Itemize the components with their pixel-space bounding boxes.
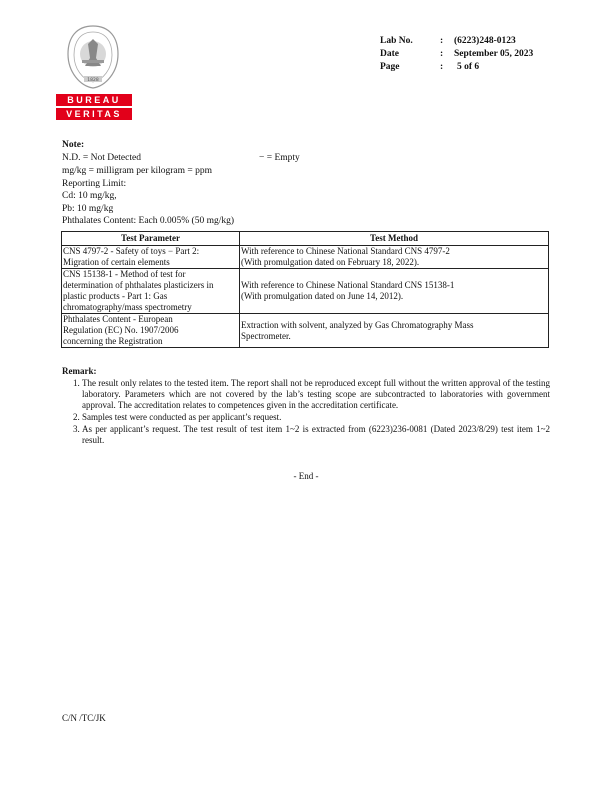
nd-row xyxy=(62,152,362,165)
cd-limit: Cd: 10 mg/kg, xyxy=(62,191,117,201)
bureau-veritas-seal-icon xyxy=(64,24,122,90)
cell-line: Migration of certain elements xyxy=(63,257,170,267)
header-test-parameter: Test Parameter xyxy=(62,232,240,246)
page-row xyxy=(380,61,533,74)
reporting-limit-label: Reporting Limit: xyxy=(62,178,127,189)
cell-line: With reference to Chinese National Standard CNS 4797-2 xyxy=(241,246,450,256)
remark-item: 3. As per applicant’s request. The test result of test item 1~2 is extracted from (6223)236-0081 (Dated 2023/8/29) test item 1~2 result. xyxy=(82,424,550,446)
cell-line: (With promulgation dated on February 18, 2022). xyxy=(241,257,420,267)
nd-definition: N.D. = Not Detected xyxy=(62,152,141,163)
colon: : xyxy=(440,49,444,59)
header-test-method: Test Method xyxy=(240,232,549,246)
remark-list xyxy=(62,378,550,446)
lab-no-value: (6223)248-0123 xyxy=(454,36,516,46)
brand-wordmark xyxy=(56,94,132,120)
page-value: 5 of 6 xyxy=(457,62,480,72)
svg-text:1828: 1828 xyxy=(87,78,99,83)
test-parameter-cell xyxy=(62,246,240,269)
mgkg-definition: mg/kg = milligram per kilogram = ppm xyxy=(62,166,213,176)
end-marker: - End - xyxy=(293,471,319,481)
date-value: September 05, 2023 xyxy=(454,49,534,59)
table-row xyxy=(62,269,549,314)
cell-line: chromatography/mass spectrometry xyxy=(63,302,192,312)
empty-definition: − = Empty xyxy=(259,152,300,163)
cell-line: Phthalates Content - European xyxy=(63,314,173,324)
test-method-cell xyxy=(240,314,549,348)
cell-line: concerning the Registration xyxy=(63,336,163,346)
cell-line: CNS 15138-1 - Method of test for xyxy=(63,269,186,279)
test-method-cell xyxy=(240,246,549,269)
brand-line-2: VERITAS xyxy=(56,108,132,120)
table-header-row xyxy=(62,232,549,246)
report-header xyxy=(380,35,533,74)
table-row xyxy=(62,314,549,348)
lab-no-row xyxy=(380,35,533,48)
note-title: Note: xyxy=(62,140,85,150)
cell-line: With reference to Chinese National Standard CNS 15138-1 xyxy=(241,280,455,290)
remark-title: Remark: xyxy=(62,366,97,376)
note-section xyxy=(62,139,362,228)
table-row xyxy=(62,246,549,269)
cell-line: (With promulgation dated on June 14, 2012). xyxy=(241,291,404,301)
remark-item: 1. The result only relates to the tested item. The report shall not be reproduced except full without the written approval of the testing laboratory. Parameters which are not covered by the lab’s testing scope are subcontracted to laboratories with government approval. The accreditation relates to competences given in the accreditation certificate. xyxy=(82,378,550,411)
remark-item: 2. Samples test were conducted as per applicant’s request. xyxy=(82,412,550,423)
cell-line: Extraction with solvent, analyzed by Gas Chromatography Mass xyxy=(241,319,474,330)
colon: : xyxy=(440,62,444,72)
cell-line: determination of phthalates plasticizers in xyxy=(63,280,214,290)
date-row xyxy=(380,48,533,61)
lab-no-label: Lab No. xyxy=(380,36,413,46)
cell-line: Spectrometer. xyxy=(241,330,291,341)
pb-limit: Pb: 10 mg/kg xyxy=(62,203,114,214)
brand-line-1: BUREAU xyxy=(56,94,132,106)
colon: : xyxy=(440,36,444,46)
date-label: Date xyxy=(380,49,399,59)
footer-code: C/N /TC/JK xyxy=(62,713,106,723)
page-label: Page xyxy=(380,62,400,72)
cell-line: Regulation (EC) No. 1907/2006 xyxy=(63,325,179,335)
test-table xyxy=(61,231,549,348)
cell-line: plastic products - Part 1: Gas xyxy=(63,291,168,301)
cell-line: CNS 4797-2 - Safety of toys − Part 2: xyxy=(63,246,200,256)
test-parameter-cell xyxy=(62,269,240,314)
test-parameter-cell xyxy=(62,314,240,348)
test-method-cell xyxy=(240,269,549,314)
phthalates-limit: Phthalates Content: Each 0.005% (50 mg/kg) xyxy=(62,216,235,226)
remark-section xyxy=(62,366,550,447)
